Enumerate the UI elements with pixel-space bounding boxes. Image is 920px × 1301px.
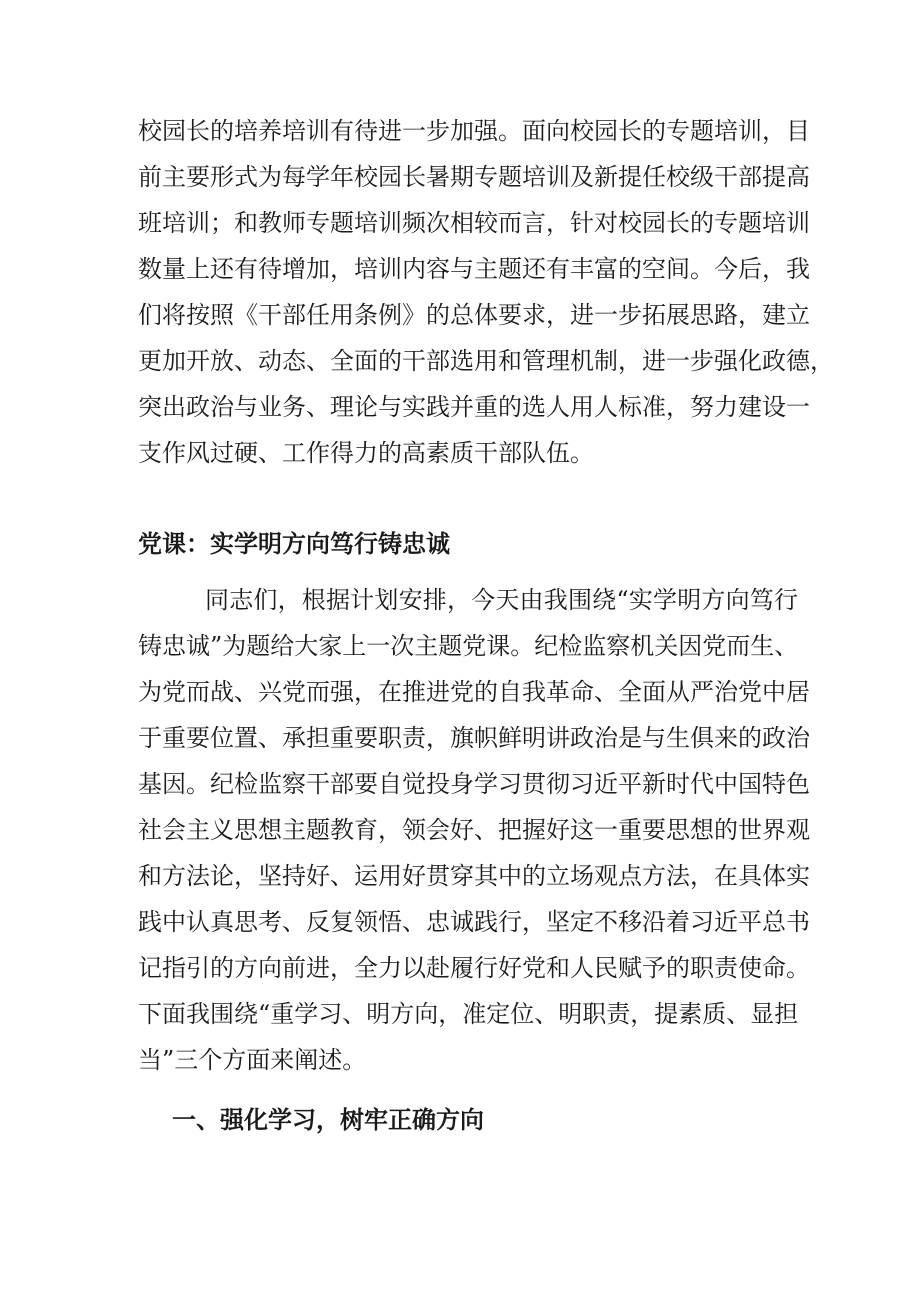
paragraph-2-line: 铸忠诚”为题给大家上一次主题党课。纪检监察机关因党而生、: [138, 632, 799, 660]
paragraph-2-line: 基因。纪检监察干部要自觉投身学习贯彻习近平新时代中国特色: [138, 770, 810, 798]
paragraph-1-line: 数量上还有待增加，培训内容与主题还有丰富的空间。今后，我: [138, 255, 810, 283]
paragraph-1-line: 更加开放、动态、全面的干部选用和管理机制，进一步强化政德，: [138, 347, 834, 375]
paragraph-2-line: 当”三个方面来阐述。: [138, 1046, 367, 1074]
paragraph-1-line: 前主要形式为每学年校园长暑期专题培训及新提任校级干部提高: [138, 163, 810, 191]
paragraph-1-line: 们将按照《干部任用条例》的总体要求，进一步拓展思路，建立: [138, 301, 810, 329]
paragraph-2-line: 于重要位置、承担重要职责，旗帜鲜明讲政治是与生俱来的政治: [138, 724, 810, 752]
paragraph-2-line: 同志们，根据计划安排，今天由我围绕“实学明方向笃行: [205, 586, 798, 614]
paragraph-1-line: 突出政治与业务、理论与实践并重的选人用人标准，努力建设一: [138, 393, 810, 421]
paragraph-2-line: 社会主义思想主题教育，领会好、把握好这一重要思想的世界观: [138, 816, 810, 844]
paragraph-2-line: 下面我围绕“重学习、明方向，准定位、明职责，提素质、显担: [138, 1000, 799, 1028]
subsection-title: 一、强化学习，树牢正确方向: [172, 1106, 484, 1134]
paragraph-1-line: 班培训；和教师专题培训频次相较而言，针对校园长的专题培训: [138, 209, 810, 237]
paragraph-1-line: 支作风过硬、工作得力的高素质干部队伍。: [138, 439, 594, 467]
paragraph-1-line: 校园长的培养培训有待进一步加强。面向校园长的专题培训，目: [138, 117, 810, 145]
paragraph-2-line: 和方法论，坚持好、运用好贯穿其中的立场观点方法，在具体实: [138, 862, 810, 890]
paragraph-2-line: 践中认真思考、反复领悟、忠诚践行，坚定不移沿着习近平总书: [138, 908, 810, 936]
paragraph-2-line: 记指引的方向前进，全力以赴履行好党和人民赋予的职责使命。: [138, 954, 810, 982]
paragraph-2-line: 为党而战、兴党而强，在推进党的自我革命、全面从严治党中居: [138, 678, 810, 706]
section-title: 党课：实学明方向笃行铸忠诚: [138, 530, 450, 558]
